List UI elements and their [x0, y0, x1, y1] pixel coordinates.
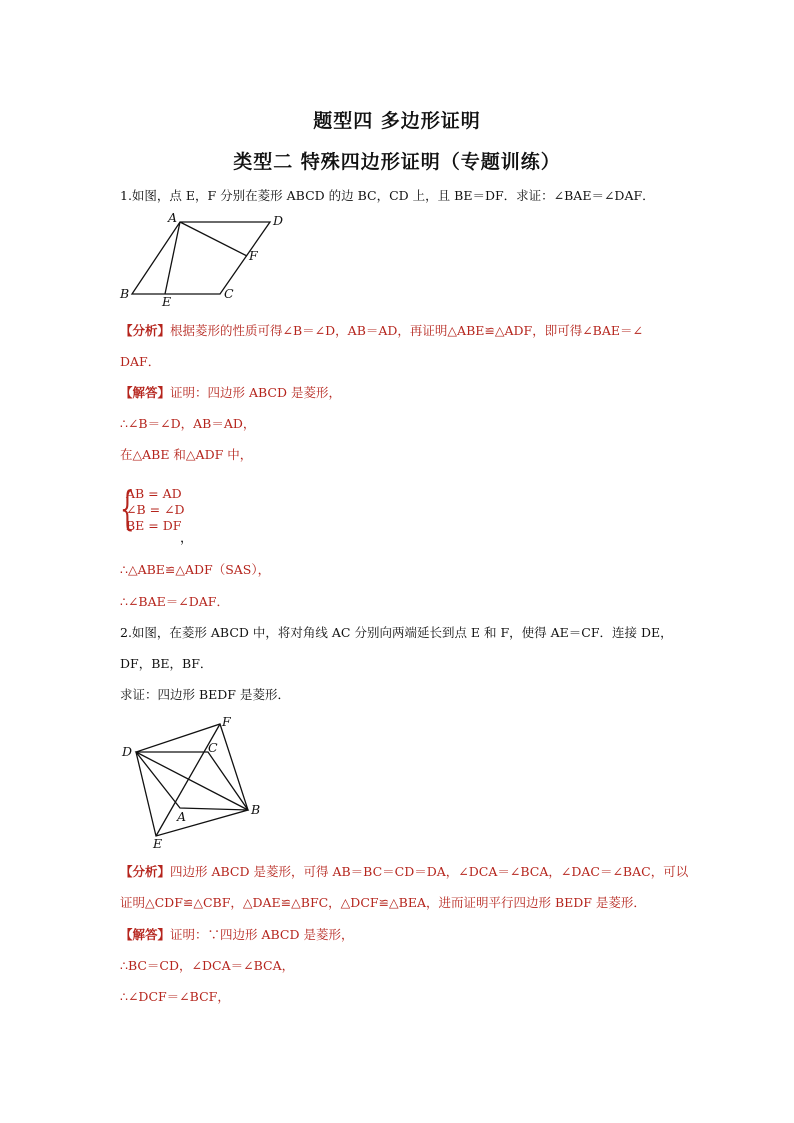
q1-stem: 1.如图，点 E，F 分别在菱形 ABCD 的边 BC，CD 上，且 BE＝DF．求证：∠BAE＝∠DAF．	[120, 188, 655, 203]
q1-label-b: B	[120, 286, 130, 301]
q2-stem-line2: DF，BE，BF．	[120, 656, 213, 671]
q2-answer-line2: ∴BC＝CD，∠DCA＝∠BCA，	[120, 958, 295, 973]
q1-answer-text1: 证明：四边形 ABCD 是菱形，	[170, 385, 341, 400]
q1-system-comma: ，	[180, 531, 194, 546]
q2-analysis-line2: 证明△CDF≌△CBF，△DAE≌△BFC，△DCF≌△BEA，进而证明平行四边形 BEDF 是菱形．	[120, 895, 646, 910]
q1-analysis-text1: 根据菱形的性质可得∠B＝∠D，AB＝AD，再证明△ABE≌△ADF，即可得∠BAE＝∠	[170, 323, 643, 338]
q2-answer-line3: ∴∠DCF＝∠BCF，	[120, 989, 230, 1004]
q2-label-f: F	[222, 714, 231, 729]
q1-system-row1: AB = AD	[126, 486, 182, 501]
q2-answer-tag: 【解答】	[120, 927, 171, 942]
q2-stem-line3: 求证：四边形 BEDF 是菱形．	[120, 687, 290, 702]
q2-diagonal-db	[136, 752, 248, 810]
q1-label-c: C	[224, 286, 234, 301]
q1-system-brace: {	[120, 481, 135, 535]
q2-answer-text1: 证明：∵四边形 ABCD 是菱形，	[170, 927, 354, 942]
q1-answer-line1	[120, 385, 680, 401]
q2-stem-line1: 2.如图，在菱形 ABCD 中，将对角线 AC 分别向两端延长到点 E 和 F，使得 AE＝CF．连接 DE，	[120, 625, 673, 640]
q2-label-c: C	[208, 740, 218, 755]
page-title: 题型四 多边形证明	[313, 110, 481, 132]
q1-label-a: A	[168, 210, 178, 225]
q1-label-e: E	[162, 294, 172, 309]
q2-answer-line1	[120, 927, 680, 943]
q2-rhombus-figure	[118, 712, 278, 856]
q1-answer-line5: ∴∠BAE＝∠DAF．	[120, 594, 229, 609]
q1-rhombus-figure	[118, 210, 298, 314]
q1-label-f: F	[249, 248, 258, 263]
q2-label-e: E	[153, 836, 163, 851]
q1-system-row3: BE = DF	[126, 518, 182, 533]
page-subtitle: 类型二 特殊四边形证明（专题训练）	[233, 151, 561, 173]
q1-label-d: D	[273, 213, 284, 228]
q2-label-d: D	[122, 744, 133, 759]
q2-analysis-tag: 【分析】	[120, 864, 171, 879]
q1-segment-af	[180, 222, 247, 256]
q2-outer-quad-bedf	[136, 724, 248, 836]
q2-analysis-line1	[120, 864, 689, 880]
q1-analysis-line1	[120, 323, 680, 339]
q1-analysis-line2: DAF．	[120, 354, 161, 369]
q2-label-b: B	[251, 802, 261, 817]
q1-answer-tag: 【解答】	[120, 385, 171, 400]
q1-answer-line2: ∴∠B＝∠D，AB＝AD，	[120, 416, 256, 431]
q2-analysis-text1: 四边形 ABCD 是菱形，可得 AB＝BC＝CD＝DA，∠DCA＝∠BCA，∠DAC＝∠BAC，可以	[170, 864, 689, 879]
q1-answer-line3: 在△ABE 和△ADF 中，	[120, 447, 253, 462]
q1-analysis-tag: 【分析】	[120, 323, 171, 338]
q2-label-a: A	[177, 809, 187, 824]
q1-system-row2: ∠B = ∠D	[126, 502, 185, 517]
q1-answer-line4: ∴△ABE≌△ADF（SAS），	[120, 562, 271, 577]
